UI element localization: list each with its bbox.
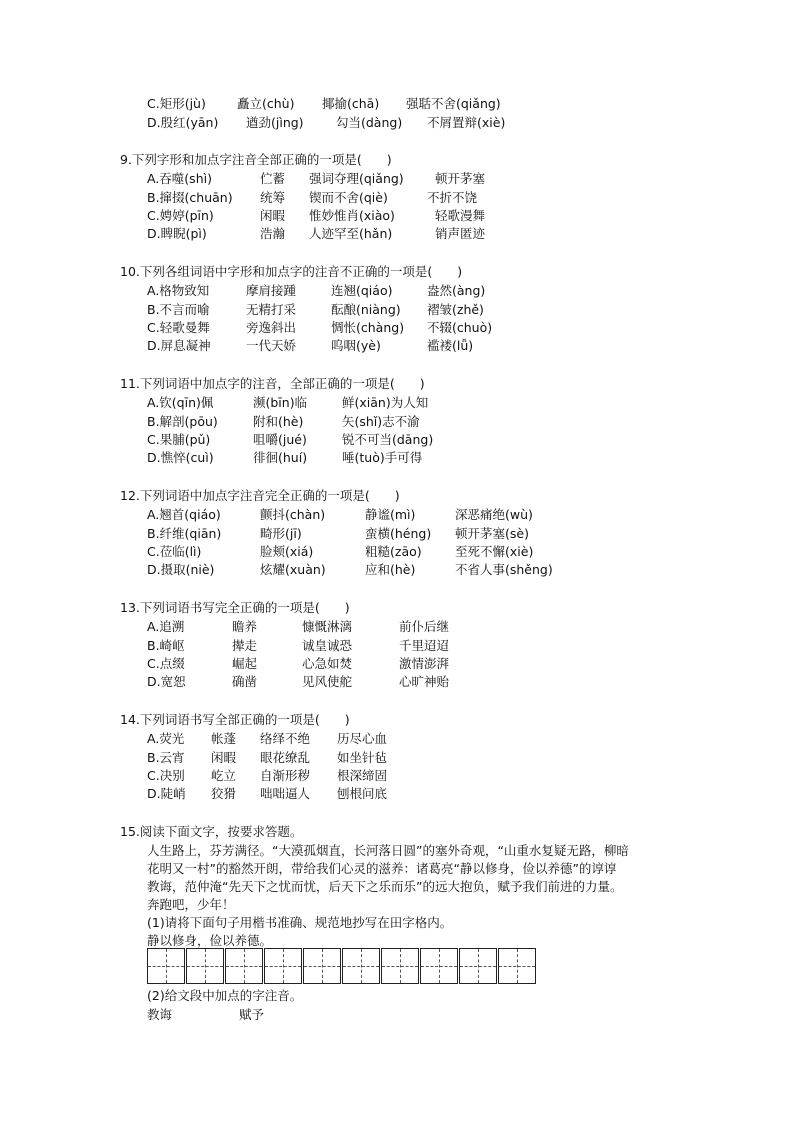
q11-b-3: 矢(shǐ)志不渝	[342, 414, 420, 429]
q10-a-3: 连翘(qiáo)	[331, 283, 393, 298]
q13-d-4: 心旷神贻	[399, 674, 450, 689]
q10-a-2: 摩肩接踵	[246, 283, 297, 298]
q8-d-4: 不屑置辩(xiè)	[427, 115, 506, 130]
q13-a-1: A.追溯	[147, 619, 185, 634]
q12-d-2: 炫耀(xuàn)	[260, 562, 326, 577]
q13-a-4: 前仆后继	[399, 619, 450, 634]
q9-stem: 9.下列字形和加点字注音全部正确的一项是( )	[120, 152, 392, 167]
q14-b-4: 如坐针毡	[337, 750, 388, 765]
q10-a-1: A.格物致知	[147, 283, 210, 298]
tianzige-cell[interactable]	[420, 948, 458, 984]
q13-b-4: 千里迢迢	[399, 638, 450, 653]
q13-c-2: 崛起	[232, 656, 258, 671]
q14-stem: 14.下列词语书写全部正确的一项是( )	[120, 712, 350, 727]
q10-d-3: 呜咽(yè)	[331, 338, 381, 353]
q15-copy-sentence: 静以修身，俭以养德。	[147, 933, 273, 948]
q12-b-2: 畸形(jī)	[260, 526, 302, 541]
q9-c-3: 惟妙惟肖(xiào)	[309, 208, 395, 223]
q10-b-4: 褶皱(zhě)	[427, 302, 484, 317]
q15-para-line-1: 人生路上，芬芳满径。“大漠孤烟直，长河落日圆”的塞外奇观，“山重水复疑无路，柳暗	[147, 843, 629, 858]
q10-c-3: 惆怅(chàng)	[331, 320, 405, 335]
q12-d-3: 应和(hè)	[365, 562, 416, 577]
q12-a-3: 静谧(mì)	[365, 507, 416, 522]
tianzige-cell[interactable]	[186, 948, 224, 984]
q9-b-4: 不折不饶	[427, 190, 478, 205]
q10-b-1: B.不言而喻	[147, 302, 210, 317]
q13-a-2: 瞻养	[232, 619, 258, 634]
q14-b-3: 眼花缭乱	[260, 750, 311, 765]
q13-d-2: 确凿	[232, 674, 258, 689]
q14-a-2: 帐蓬	[211, 731, 237, 746]
q14-a-3: 络绎不绝	[260, 731, 311, 746]
q14-c-1: C.决别	[147, 768, 185, 783]
tianzige-cell[interactable]	[459, 948, 497, 984]
q14-d-2: 狡猾	[211, 786, 237, 801]
q14-d-1: D.陡峭	[147, 786, 186, 801]
q14-b-2: 闲暇	[211, 750, 237, 765]
q13-c-1: C.点缀	[147, 656, 185, 671]
q8-c-4: 强聒不舍(qiǎng)	[406, 96, 501, 111]
q11-stem: 11.下列词语中加点字的注音，全部正确的一项是( )	[120, 376, 425, 391]
q12-d-1: D.摄取(niè)	[147, 562, 215, 577]
q11-d-3: 唾(tuò)手可得	[342, 450, 423, 465]
q10-d-2: 一代天娇	[246, 338, 297, 353]
tianzige-grid[interactable]	[147, 948, 537, 984]
q14-d-3: 咄咄逼人	[260, 786, 311, 801]
q11-d-2: 徘徊(huí)	[253, 450, 308, 465]
q14-d-4: 刨根问底	[337, 786, 388, 801]
q15-word-1: 教诲	[147, 1007, 173, 1022]
q13-d-3: 见风使舵	[302, 674, 353, 689]
q14-b-1: B.云宵	[147, 750, 185, 765]
q10-c-4: 不辍(chuò)	[427, 320, 493, 335]
q12-c-3: 粗糙(zāo)	[365, 544, 422, 559]
q12-b-1: B.纤维(qiān)	[147, 526, 222, 541]
tianzige-cell[interactable]	[264, 948, 302, 984]
q15-para-line-3: 教诲，范仲淹“先天下之忧而忧，后天下之乐而乐”的远大抱负，赋予我们前进的力量。	[147, 879, 623, 894]
q12-b-4: 顿开茅塞(sè)	[455, 526, 529, 541]
q12-c-4: 至死不懈(xiè)	[455, 544, 534, 559]
q9-b-3: 锲而不舍(qiè)	[309, 190, 388, 205]
q9-d-4: 销声匿迹	[435, 226, 486, 241]
q15-stem: 15.阅读下面文字，按要求答题。	[120, 824, 303, 839]
q8-d-1: D.殷红(yān)	[147, 115, 219, 130]
q11-a-2: 濒(bīn)临	[253, 395, 308, 410]
q15-word-2: 赋予	[239, 1007, 265, 1022]
q11-c-2: 咀嚼(jué)	[253, 432, 307, 447]
tianzige-cell[interactable]	[303, 948, 341, 984]
q11-d-1: D.憔悴(cuì)	[147, 450, 214, 465]
q14-c-2: 屹立	[211, 768, 237, 783]
q14-a-4: 历尽心血	[337, 731, 388, 746]
q12-stem: 12.下列词语中加点字注音完全正确的一项是( )	[120, 488, 400, 503]
q13-c-4: 激情澎湃	[399, 656, 450, 671]
q9-a-2: 伫蓄	[260, 171, 286, 186]
q12-b-3: 蛮横(héng)	[365, 526, 432, 541]
q12-a-2: 颤抖(chàn)	[260, 507, 326, 522]
q10-d-4: 褴褛(lǚ)	[427, 338, 474, 353]
q15-para-line-2: 花明又一村”的豁然开朗，带给我们心灵的滋养：诸葛亮“静以修身，俭以养德”的谆谆	[147, 861, 617, 876]
q11-c-1: C.果脯(pǔ)	[147, 432, 211, 447]
q13-a-3: 慷慨淋漓	[302, 619, 353, 634]
q11-a-1: A.钦(qīn)佩	[147, 395, 214, 410]
q9-c-2: 闲暇	[260, 208, 286, 223]
q11-c-3: 锐不可当(dāng)	[342, 432, 434, 447]
q8-d-3: 勾当(dàng)	[336, 115, 403, 130]
tianzige-cell[interactable]	[381, 948, 419, 984]
q9-d-1: D.睥睨(pì)	[147, 226, 207, 241]
q15-sub1: (1)请将下面句子用楷书准确、规范地抄写在田字格内。	[147, 915, 453, 930]
q13-d-1: D.宽恕	[147, 674, 186, 689]
q9-a-1: A.吞噬(shì)	[147, 171, 212, 186]
q14-c-3: 自渐形秽	[260, 768, 311, 783]
q13-c-3: 心急如焚	[302, 656, 353, 671]
q10-d-1: D.屏息凝神	[147, 338, 211, 353]
tianzige-cell[interactable]	[147, 948, 185, 984]
tianzige-cell[interactable]	[342, 948, 380, 984]
q11-a-3: 鲜(xiān)为人知	[342, 395, 429, 410]
q11-b-1: B.解剖(pōu)	[147, 414, 218, 429]
q10-a-4: 盎然(àng)	[427, 283, 486, 298]
q10-c-2: 旁逸斜出	[246, 320, 297, 335]
q12-d-4: 不省人事(shěng)	[455, 562, 553, 577]
q12-c-2: 脸颊(xiá)	[260, 544, 314, 559]
q14-a-1: A.荧光	[147, 731, 185, 746]
q9-b-1: B.撺掇(chuān)	[147, 190, 233, 205]
q8-c-3: 揶揄(chā)	[322, 96, 380, 111]
q9-c-1: C.娉婷(pīn)	[147, 208, 214, 223]
q13-b-2: 撵走	[232, 638, 258, 653]
q15-sub2: (2)给文段中加点的字注音。	[147, 988, 303, 1003]
tianzige-cell[interactable]	[498, 948, 536, 984]
q9-a-3: 强词夺理(qiǎng)	[309, 171, 404, 186]
q10-b-2: 无精打采	[246, 302, 297, 317]
q13-b-1: B.崎岖	[147, 638, 185, 653]
q8-c-1: C.矩形(jù)	[147, 96, 206, 111]
q11-b-2: 附和(hè)	[253, 414, 304, 429]
q10-c-1: C.轻歌曼舞	[147, 320, 210, 335]
q9-c-4: 轻歌漫舞	[435, 208, 486, 223]
q14-c-4: 根深缔固	[337, 768, 388, 783]
q15-para-line-4: 奔跑吧，少年！	[147, 897, 235, 912]
q9-a-4: 顿开茅塞	[435, 171, 486, 186]
q12-a-1: A.翘首(qiáo)	[147, 507, 221, 522]
q10-b-3: 酝酿(niàng)	[331, 302, 401, 317]
tianzige-cell[interactable]	[225, 948, 263, 984]
q12-c-1: C.莅临(lì)	[147, 544, 202, 559]
q13-b-3: 诚皇诚恐	[302, 638, 353, 653]
q9-d-3: 人迹罕至(hǎn)	[309, 226, 393, 241]
q9-d-2: 浩瀚	[260, 226, 286, 241]
q8-c-2: 矗立(chù)	[237, 96, 295, 111]
q8-d-2: 遒劲(jìng)	[246, 115, 304, 130]
q10-stem: 10.下列各组词语中字形和加点字的注音不正确的一项是( )	[120, 264, 463, 279]
q12-a-4: 深恶痛绝(wù)	[455, 507, 533, 522]
q13-stem: 13.下列词语书写完全正确的一项是( )	[120, 600, 350, 615]
q9-b-2: 统筹	[260, 190, 286, 205]
